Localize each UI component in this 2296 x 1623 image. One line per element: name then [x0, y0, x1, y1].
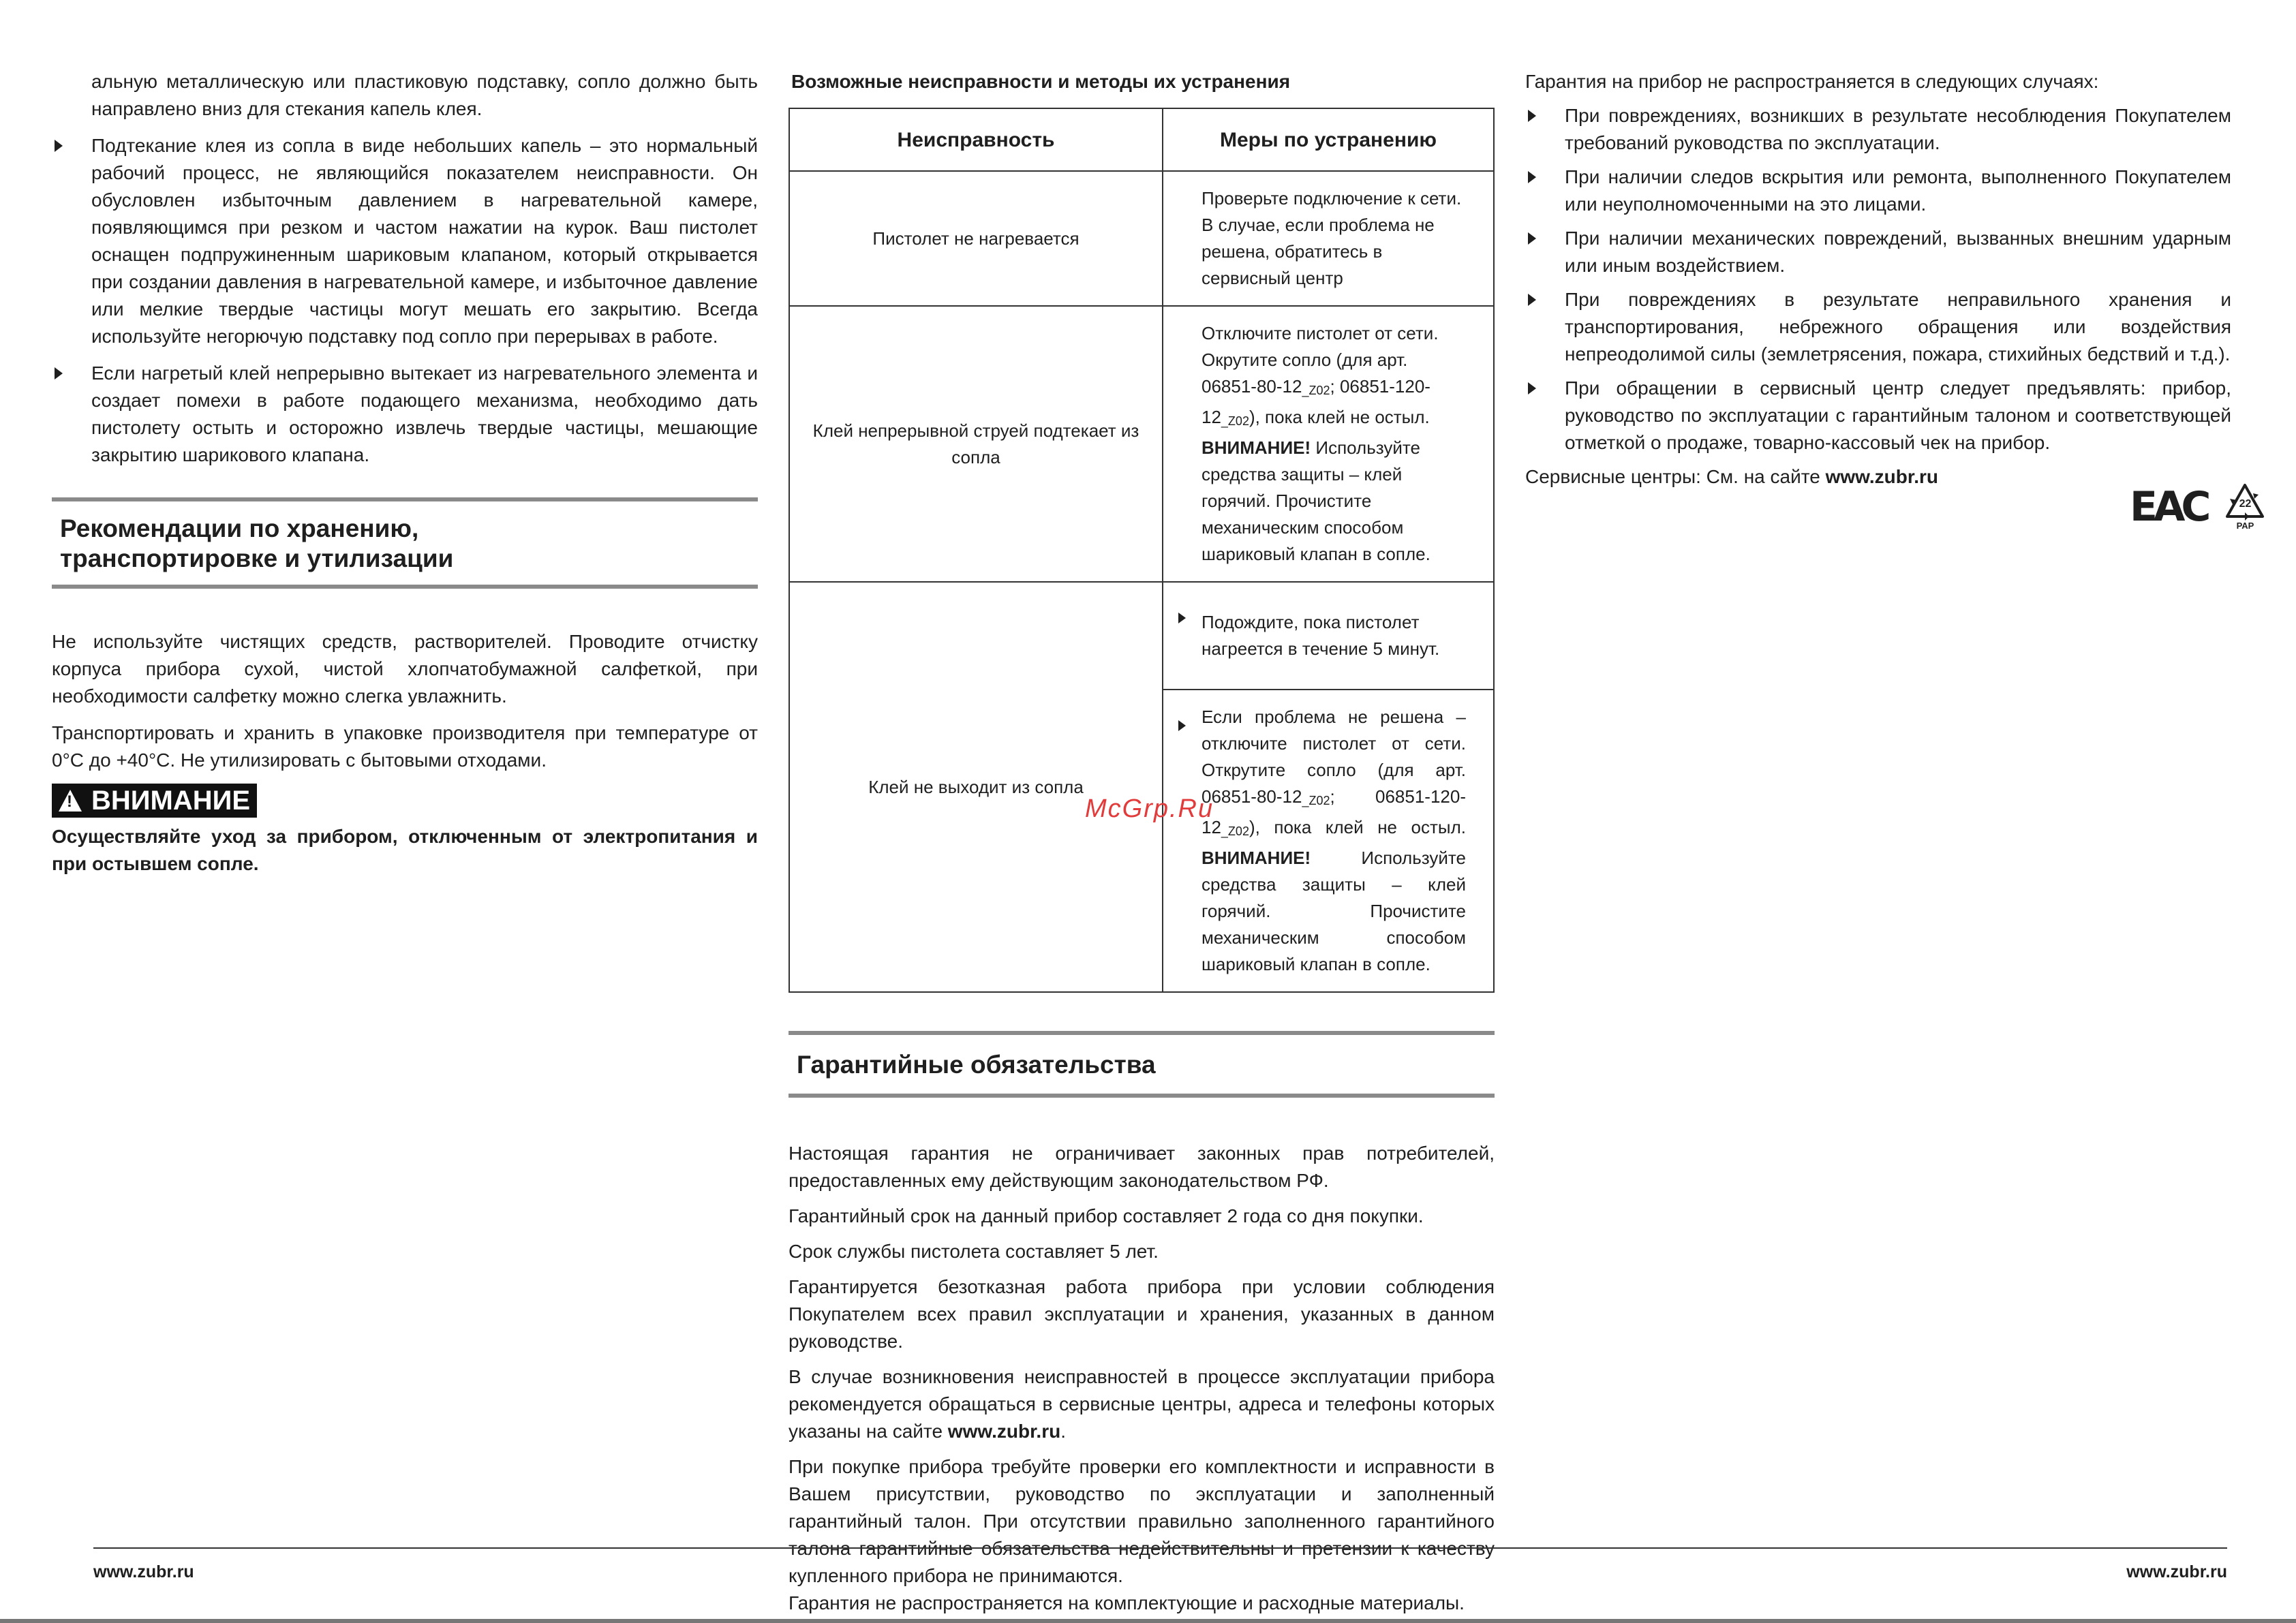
bullet-icon	[1178, 613, 1186, 623]
fix-cell: Отключите пистолет от сети. Окрутите сопло (для арт. 06851-80-12_Z02; 06851-120-12_Z02), пока клей не остыл. ВНИМАНИЕ! Используйте средства защиты – клей горячий. Прочистите механическим способом шариковый клапан в сопле.	[1163, 306, 1494, 582]
warranty-paragraph: Срок службы пистолета составляет 5 лет.	[789, 1241, 1159, 1262]
footer-link-right[interactable]: www.zubr.ru	[2126, 1562, 2227, 1581]
zubr-link[interactable]: www.zubr.ru	[1825, 466, 1938, 487]
eac-logo: ЕАС	[2130, 483, 2207, 531]
list-item	[52, 132, 758, 350]
table-header-row	[789, 108, 1494, 171]
warranty-paragraph: Гарантируется безотказная работа прибора при условии соблюдения Покупателем всех правил эксплуатации и хранения, указанных в данном руководстве.	[789, 1276, 1495, 1352]
warranty-paragraph: Настоящая гарантия не ограничивает законных прав потребителей, предоставленных ему действующим законодательством РФ.	[789, 1143, 1495, 1191]
fix-cell: Если проблема не решена – отключите пистолет от сети. Открутите сопло (для арт. 06851-80-12_Z02; 06851-120-12_Z02), пока клей не остыл. ВНИМАНИЕ! Используйте средства защиты – клей горячий. Прочистите механическим способом шариковый клапан в сопле.	[1163, 690, 1494, 992]
fault-cell: Клей непрерывной струей подтекает из сопла	[789, 306, 1163, 582]
warning-icon	[59, 790, 82, 812]
list-item-text: При наличии следов вскрытия или ремонта, выполненного Покупателем или неуполномоченными на это лицами.	[1565, 166, 2231, 215]
list-item	[1525, 102, 2231, 157]
table-title: Возможные неисправности и методы их устранения	[791, 71, 1291, 92]
table-row	[789, 582, 1494, 690]
bullet-icon	[1528, 294, 1536, 306]
faults-table	[789, 108, 1495, 993]
list-item	[1525, 225, 2231, 279]
table-row	[789, 171, 1494, 306]
footer-link-left[interactable]: www.zubr.ru	[93, 1562, 194, 1581]
column-header: Меры по устранению	[1163, 108, 1494, 171]
fault-cell: Клей не выходит из сопла	[789, 582, 1163, 992]
bullet-icon	[55, 367, 63, 380]
fix-cell: Проверьте подключение к сети. В случае, если проблема не решена, обратитесь в сервисный центр	[1163, 171, 1494, 306]
middle-column	[789, 68, 1495, 1617]
table-row	[789, 306, 1494, 582]
left-column	[52, 68, 758, 878]
storage-paragraph: Транспортировать и хранить в упаковке производителя при температуре от 0°C до +40°C. Не утилизировать с бытовыми отходами.	[52, 722, 758, 771]
right-column	[1525, 68, 2254, 531]
service-centers-text: Сервисные центры: См. на сайте www.zubr.ru	[1525, 466, 1938, 487]
list-item-text: При повреждениях в результате неправильного хранения и транспортирования, небрежного обращения или воздействия непреодолимой силы (землетрясения, пожара, стихийных бедствий и т.д.).	[1565, 289, 2231, 365]
warranty-paragraph: При покупке прибора требуйте проверки его комплектности и исправности в Вашем присутствии, руководство по эксплуатации и заполненный гарантийный талон. При отсутствии правильно заполненного гарантийного талона гарантийные обязательства недействительны и претензии к качеству купленного прибора не принимаются.	[789, 1456, 1495, 1586]
bullet-icon	[1528, 232, 1536, 245]
watermark: McGrp.Ru	[1085, 794, 1214, 823]
list-item	[1525, 375, 2231, 457]
bullet-icon	[55, 140, 63, 152]
exclusions-intro: Гарантия на прибор не распространяется в следующих случаях:	[1525, 71, 2099, 92]
list-item	[1525, 286, 2231, 368]
warranty-text	[789, 1140, 1495, 1617]
warranty-section-title: Гарантийные обязательства	[789, 1031, 1495, 1098]
bullet-icon	[1528, 171, 1536, 183]
list-item-text: Подтекание клея из сопла в виде небольших капель – это нормальный рабочий процесс, не являющийся показателем неисправности. Он обусловлен избыточным давлением в нагревательной камере, появляющимся при резком и частом нажатии на курок. Ваш пистолет оснащен подпружиненным шариковым клапаном, который открывается при создании давления в нагревательной камере, и избыточное давление или мелкие твердые частицы могут мешать его закрытию. Всегда используйте негорючую подставку под сопло при перерывах в работе.	[91, 135, 758, 347]
list-item	[1525, 164, 2231, 218]
list-item-text: При наличии механических повреждений, вызванных внешним ударным или иным воздействием.	[1565, 228, 2231, 276]
warning-badge: ! ВНИМАНИЕ	[52, 784, 257, 818]
zubr-link[interactable]: www.zubr.ru	[947, 1421, 1061, 1442]
bullet-icon	[1178, 720, 1186, 731]
recycle-icon: 22 PAP	[2224, 481, 2265, 533]
bottom-strip	[0, 1619, 2296, 1623]
storage-section-title: Рекомендации по хранению, транспортировке и утилизации	[52, 497, 758, 589]
list-item	[52, 360, 758, 469]
list-item-text: При обращении в сервисный центр следует предъявлять: прибор, руководство по эксплуатации с гарантийным талоном и соответствующей отметкой о продаже, товарно-кассовый чек на прибор.	[1565, 377, 2231, 453]
warranty-paragraph: Гарантия не распространяется на комплектующие и расходные материалы.	[789, 1592, 1465, 1613]
bullet-icon	[1528, 382, 1536, 395]
intro-text: альную металлическую или пластиковую подставку, сопло должно быть направлено вниз для стекания капель клея.	[91, 71, 758, 119]
column-header: Неисправность	[789, 108, 1163, 171]
fault-cell: Пистолет не нагревается	[789, 171, 1163, 306]
bullet-icon	[1528, 110, 1536, 122]
warranty-paragraph: Гарантийный срок на данный прибор составляет 2 года со дня покупки.	[789, 1205, 1424, 1226]
certification-marks	[2130, 481, 2265, 533]
list-item-text: Если нагретый клей непрерывно вытекает из нагревательного элемента и создает помехи в работе подающего механизма, необходимо дать пистолету остыть и осторожно извлечь твердые частицы, мешающие закрытию шарикового клапана.	[91, 362, 758, 465]
fix-cell: Подождите, пока пистолет нагреется в течение 5 минут.	[1163, 582, 1494, 690]
list-item-text: При повреждениях, возникших в результате несоблюдения Покупателем требований руководства по эксплуатации.	[1565, 105, 2231, 153]
footer-divider	[93, 1547, 2227, 1549]
warning-text: Осуществляйте уход за прибором, отключенным от электропитания и при остывшем сопле.	[52, 826, 758, 874]
warranty-paragraph: В случае возникновения неисправностей в процессе эксплуатации прибора рекомендуется обращаться в сервисные центры, адреса и телефоны которых указаны на сайте www.zubr.ru.	[789, 1366, 1495, 1442]
storage-paragraph: Не используйте чистящих средств, растворителей. Проводите отчистку корпуса прибора сухой, чистой хлопчатобумажной салфеткой, при необходимости салфетку можно слегка увлажнить.	[52, 631, 758, 707]
